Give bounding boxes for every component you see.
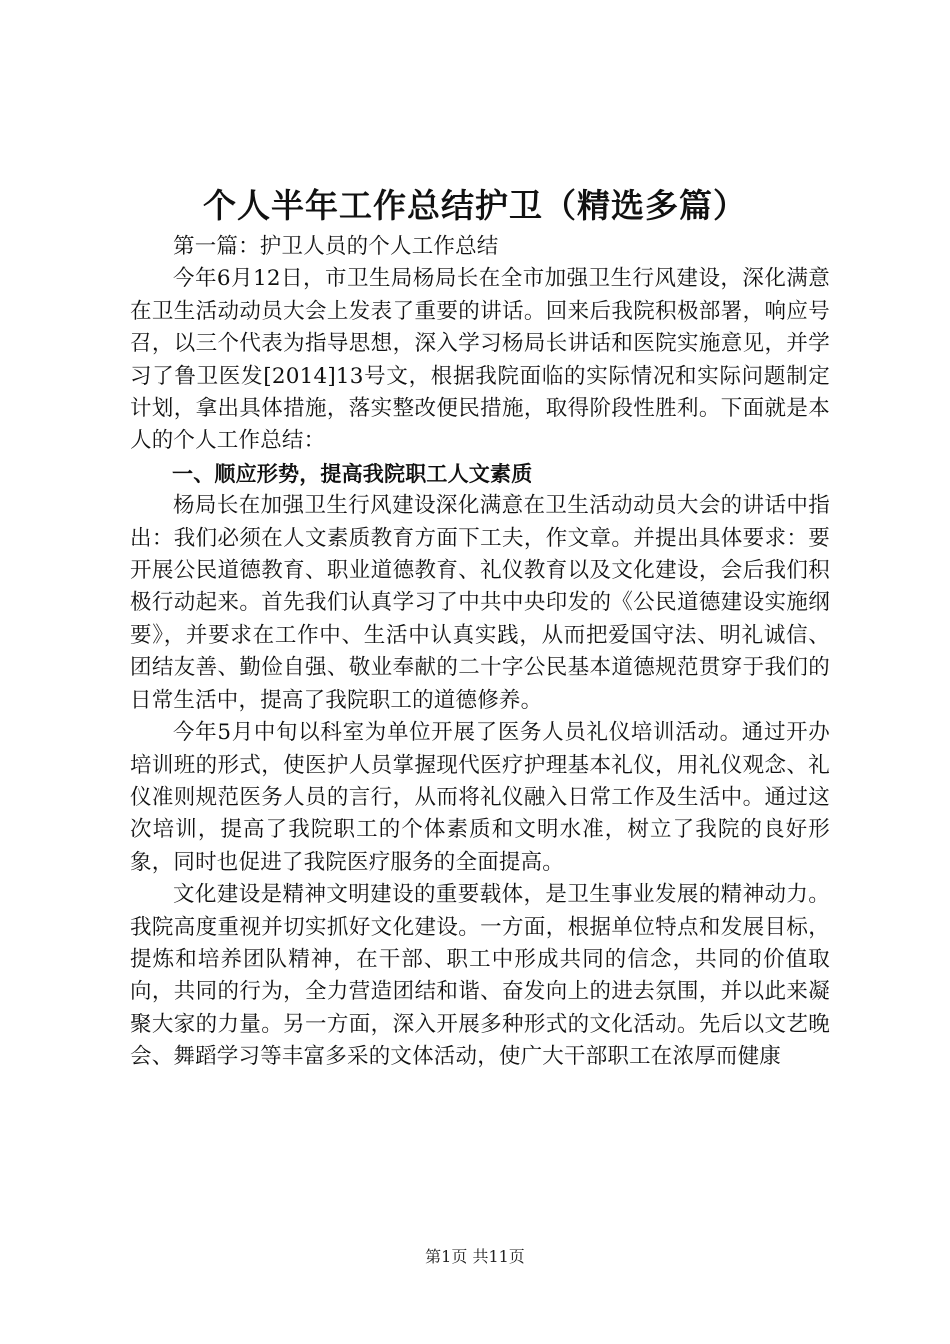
- section-heading-1: 一、顺应形势，提高我院职工人文素质: [172, 461, 533, 486]
- document-body: [130, 231, 830, 1074]
- body-paragraph: 杨局长在加强卫生行风建设深化满意在卫生活动动员大会的讲话中指出：我们必须在人文素质教育方面下工夫，作文章。并提出具体要求：要开展公民道德教育、职业道德教育、礼仪教育以及文化建设，会后我们积极行动起来。首先我们认真学习了中共中央印发的《公民道德建设实施纲要》，并要求在工作中、生活中认真实践，从而把爱国守法、明礼诚信、团结友善、勤俭自强、敬业奉献的二十字公民基本道德规范贯穿于我们的日常生活中，提高了我院职工的道德修养。: [130, 493, 830, 713]
- page-footer: 第1页 共11页: [425, 1247, 525, 1266]
- section-title: 第一篇：护卫人员的个人工作总结: [173, 234, 499, 259]
- document-title: 个人半年工作总结护卫（精选多篇）: [203, 186, 747, 225]
- intro-paragraph: 今年6月12日，市卫生局杨局长在全市加强卫生行风建设，深化满意在卫生活动动员大会上发表了重要的讲话。回来后我院积极部署，响应号召，以三个代表为指导思想，深入学习杨局长讲话和医院实施意见，并学习了鲁卫医发[2014]13号文，根据我院面临的实际情况和实际问题制定计划，拿出具体措施，落实整改便民措施，取得阶段性胜利。下面就是本人的个人工作总结：: [130, 266, 830, 454]
- body-paragraph: 文化建设是精神文明建设的重要载体，是卫生事业发展的精神动力。我院高度重视并切实抓好文化建设。一方面，根据单位特点和发展目标，提炼和培养团队精神，在干部、职工中形成共同的信念，共同的价值取向，共同的行为，全力营造团结和谐、奋发向上的进去氛围，并以此来凝聚大家的力量。另一方面，深入开展多种形式的文化活动。先后以文艺晚会、舞蹈学习等丰富多采的文体活动，使广大干部职工在浓厚而健康: [130, 882, 830, 1070]
- body-paragraph: 今年5月中旬以科室为单位开展了医务人员礼仪培训活动。通过开办培训班的形式，使医护人员掌握现代医疗护理基本礼仪，用礼仪观念、礼仪准则规范医务人员的言行，从而将礼仪融入日常工作及生活中。通过这次培训，提高了我院职工的个体素质和文明水准，树立了我院的良好形象，同时也促进了我院医疗服务的全面提高。: [130, 720, 830, 875]
